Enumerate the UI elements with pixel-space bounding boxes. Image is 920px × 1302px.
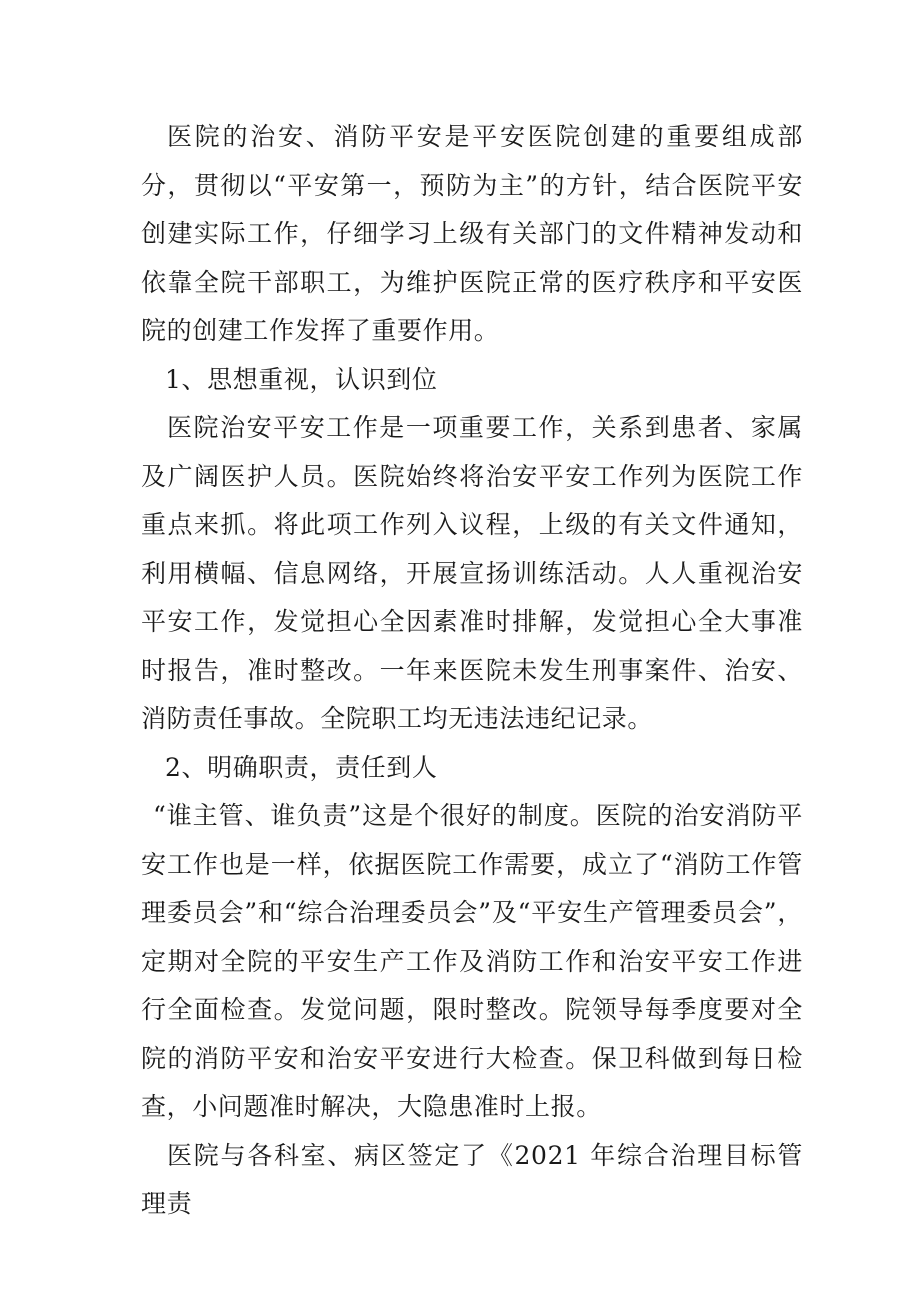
document-body: [141, 113, 803, 1229]
section-heading-2: 2、明确职责，责任到人: [165, 752, 438, 782]
section-heading-1: 1、思想重视，认识到位: [165, 364, 438, 394]
paragraph-intro: 医院的治安、消防平安是平安医院创建的重要组成部分，贯彻以“平安第一，预防为主”的方针，结合医院平安创建实际工作，仔细学习上级有关部门的文件精神发动和依靠全院干部职工，为维护医院正常的医疗秩序和平安医院的创建工作发挥了重要作用。: [141, 122, 803, 345]
paragraph-responsibility-agreement: 医院与各科室、病区签定了《2021 年综合治理目标管理责: [141, 1140, 803, 1218]
paragraph-section-2: “谁主管、谁负责”这是个很好的制度。医院的治安消防平安工作也是一样，依据医院工作需要，成立了“消防工作管理委员会”和“综合治理委员会”及“平安生产管理委员会”，定期对全院的平安生产工作及消防工作和治安平安工作进行全面检查。发觉问题，限时整改。院领导每季度要对全院的消防平安和治安平安进行大检查。保卫科做到每日检查，小问题准时解决，大隐患准时上报。: [141, 801, 803, 1121]
paragraph-section-1: 医院治安平安工作是一项重要工作，关系到患者、家属及广阔医护人员。医院始终将治安平安工作列为医院工作重点来抓。将此项工作列入议程，上级的有关文件通知，利用横幅、信息网络，开展宣扬训练活动。人人重视治安平安工作，发觉担心全因素准时排解，发觉担心全大事准时报告，准时整改。一年来医院未发生刑事案件、治安、消防责任事故。全院职工均无违法违纪记录。: [141, 413, 803, 733]
